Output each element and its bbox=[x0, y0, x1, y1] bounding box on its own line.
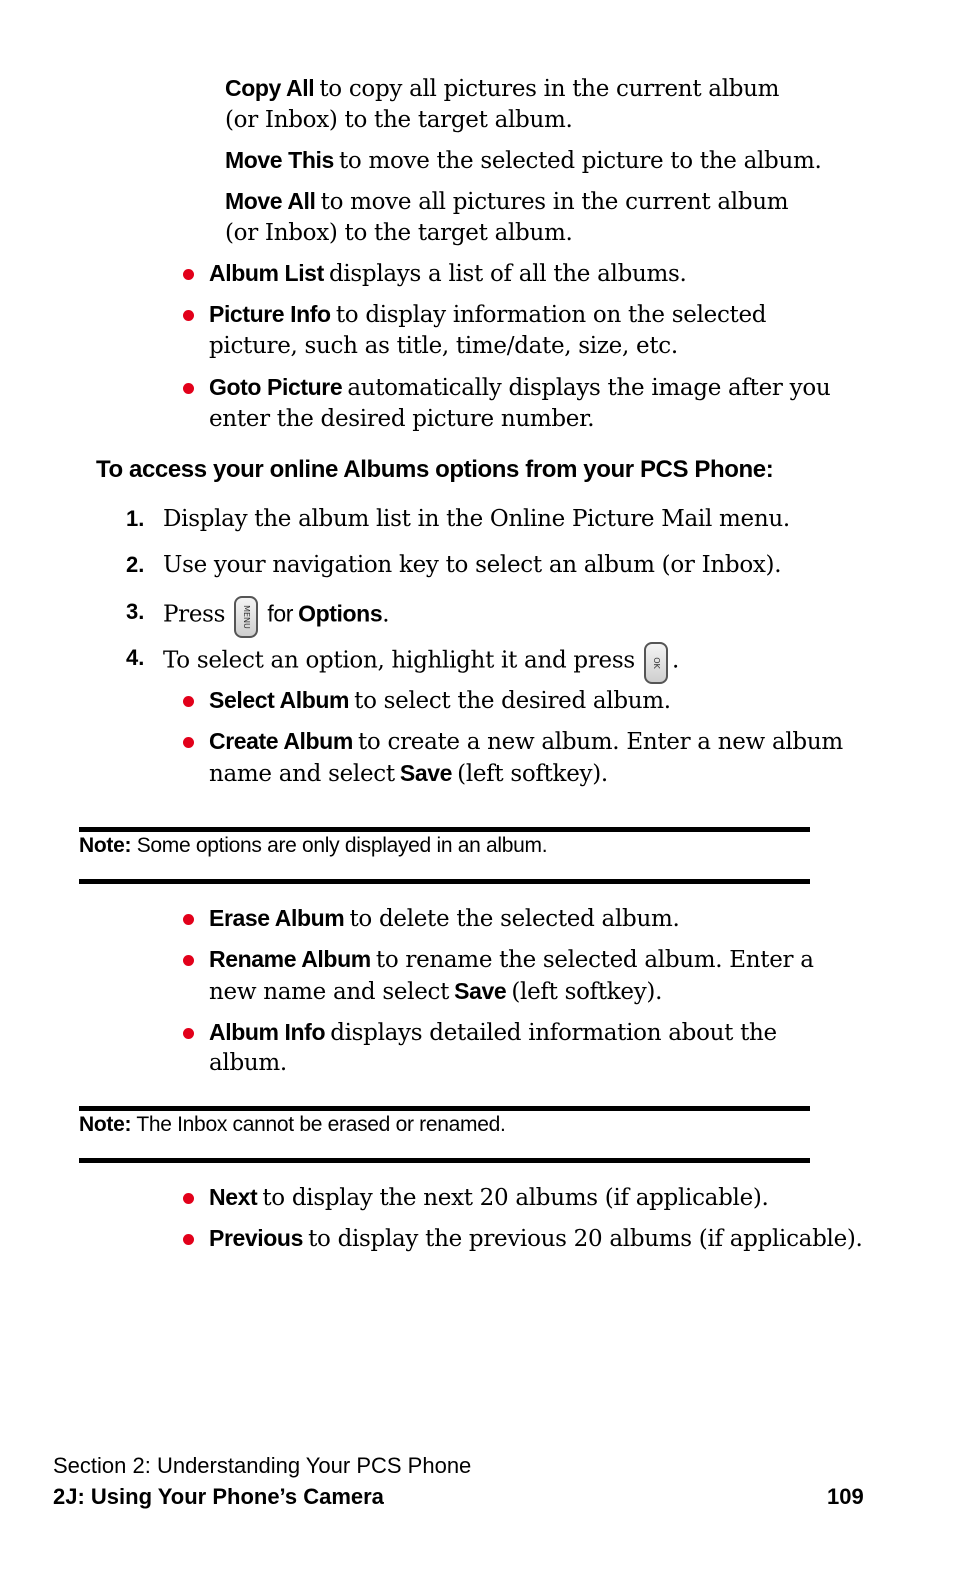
option-term: Copy All bbox=[225, 75, 315, 101]
bullet-icon bbox=[183, 1193, 194, 1204]
bullet-term: Goto Picture bbox=[209, 374, 343, 400]
option-move-all bbox=[225, 185, 788, 220]
note-text: The Inbox cannot be erased or renamed. bbox=[136, 1113, 506, 1136]
bullet-desc: displays detailed information about the bbox=[330, 1020, 777, 1046]
bullet-desc-cont bbox=[209, 975, 662, 1010]
option-move-this bbox=[225, 144, 822, 179]
step-number: 1. bbox=[126, 506, 145, 531]
bullet-term: Save bbox=[399, 760, 453, 786]
bullet-desc: new name and select bbox=[209, 979, 450, 1005]
section-heading: To access your online Albums options from your PCS Phone: bbox=[96, 456, 774, 483]
note-text: Some options are only displayed in an album. bbox=[136, 834, 548, 857]
bullet-term: Select Album bbox=[209, 687, 350, 713]
bullet-term: Save bbox=[454, 978, 507, 1004]
bullet-desc: to display the previous 20 albums (if applicable). bbox=[308, 1226, 863, 1252]
note-bottom-rule bbox=[79, 1158, 810, 1163]
bullet-icon bbox=[183, 383, 194, 394]
bullet-term: Rename Album bbox=[209, 946, 371, 972]
bullet-icon bbox=[183, 696, 194, 707]
option-desc: to move all pictures in the current album bbox=[320, 189, 789, 215]
bullet-create-album bbox=[209, 725, 843, 760]
footer-section: Section 2: Understanding Your PCS Phone bbox=[53, 1453, 472, 1478]
step-punct: . bbox=[671, 647, 679, 674]
note-bottom-rule bbox=[79, 879, 810, 884]
bullet-desc-cont: enter the desired picture number. bbox=[209, 406, 595, 432]
note-top-rule bbox=[79, 827, 810, 832]
bullet-term: Album List bbox=[209, 260, 324, 286]
bullet-icon bbox=[183, 269, 194, 280]
bullet-previous bbox=[209, 1222, 863, 1257]
bullet-goto-picture bbox=[209, 371, 830, 406]
bullet-select-album bbox=[209, 684, 671, 719]
step-text: for bbox=[267, 600, 294, 627]
bullet-icon bbox=[183, 1234, 194, 1245]
bullet-icon bbox=[183, 955, 194, 966]
bullet-icon bbox=[183, 310, 194, 321]
step-number: 3. bbox=[126, 599, 145, 624]
bullet-term: Erase Album bbox=[209, 905, 345, 931]
key-label: MENU bbox=[242, 605, 252, 629]
bullet-icon bbox=[183, 737, 194, 748]
option-desc-cont: (or Inbox) to the target album. bbox=[225, 220, 573, 246]
bullet-desc: automatically displays the image after you bbox=[347, 375, 831, 401]
option-copy-all bbox=[225, 72, 779, 107]
ok-key-icon bbox=[644, 642, 668, 684]
option-desc: to copy all pictures in the current album bbox=[319, 76, 780, 102]
option-term: Move This bbox=[225, 147, 334, 173]
bullet-desc: displays a list of all the albums. bbox=[328, 261, 687, 287]
bullet-next bbox=[209, 1181, 769, 1216]
note-top-rule bbox=[79, 1106, 810, 1111]
bullet-desc: (left softkey). bbox=[511, 979, 663, 1005]
bullet-desc: to create a new album. Enter a new album bbox=[357, 729, 843, 755]
bullet-desc: to select the desired album. bbox=[354, 688, 671, 714]
bullet-desc-cont bbox=[209, 757, 608, 792]
bullet-desc: to display information on the selected bbox=[335, 302, 767, 328]
step-text: Press bbox=[163, 601, 226, 628]
bullet-album-info bbox=[209, 1016, 777, 1051]
note bbox=[79, 1113, 506, 1137]
note bbox=[79, 834, 547, 858]
step-number: 2. bbox=[126, 552, 145, 577]
bullet-desc: (left softkey). bbox=[457, 761, 608, 787]
bullet-desc: to rename the selected album. Enter a bbox=[375, 947, 814, 973]
step-term: Options bbox=[298, 600, 383, 627]
option-term: Move All bbox=[225, 188, 316, 214]
bullet-desc: name and select bbox=[209, 761, 395, 787]
bullet-desc: to display the next 20 albums (if applicable). bbox=[262, 1185, 769, 1211]
bullet-album-list bbox=[209, 257, 687, 292]
bullet-desc-cont: album. bbox=[209, 1050, 287, 1076]
bullet-picture-info bbox=[209, 298, 766, 333]
menu-key-icon bbox=[234, 596, 258, 638]
note-label: Note: bbox=[79, 1113, 132, 1136]
bullet-icon bbox=[183, 914, 194, 925]
step-number: 4. bbox=[126, 645, 145, 670]
bullet-desc-cont: picture, such as title, time/date, size, etc. bbox=[209, 333, 678, 359]
bullet-term: Picture Info bbox=[209, 301, 331, 327]
bullet-term: Create Album bbox=[209, 728, 353, 754]
bullet-term: Next bbox=[209, 1184, 258, 1210]
step-text: Use your navigation key to select an album (or Inbox). bbox=[163, 552, 782, 578]
step-punct: . bbox=[382, 601, 390, 628]
note-label: Note: bbox=[79, 834, 132, 857]
step-press-menu bbox=[163, 596, 389, 638]
bullet-term: Previous bbox=[209, 1225, 303, 1251]
bullet-rename-album bbox=[209, 943, 814, 978]
footer-chapter: 2J: Using Your Phone’s Camera bbox=[53, 1484, 384, 1509]
option-desc-cont: (or Inbox) to the target album. bbox=[225, 107, 573, 133]
step-press-ok bbox=[163, 642, 679, 684]
step-text: Display the album list in the Online Picture Mail menu. bbox=[163, 506, 790, 532]
key-label: OK bbox=[651, 657, 661, 669]
bullet-term: Album Info bbox=[209, 1019, 326, 1045]
bullet-icon bbox=[183, 1028, 194, 1039]
step-text: To select an option, highlight it and press bbox=[163, 647, 635, 674]
bullet-desc: to delete the selected album. bbox=[349, 906, 680, 932]
bullet-erase-album bbox=[209, 902, 679, 937]
option-desc: to move the selected picture to the album. bbox=[338, 148, 822, 174]
page-number: 109 bbox=[827, 1484, 864, 1509]
